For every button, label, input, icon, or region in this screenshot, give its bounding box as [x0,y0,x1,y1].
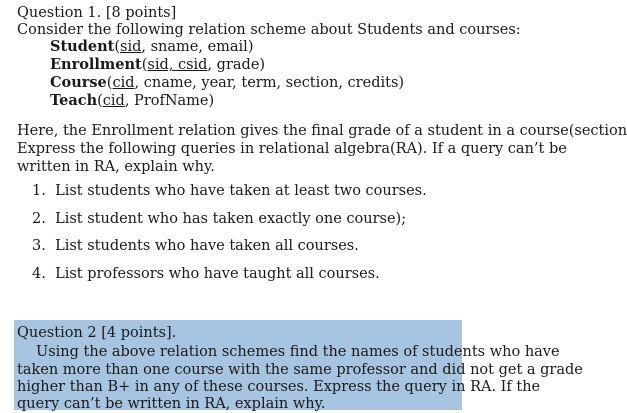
scheme-attributes: , grade) [207,57,266,73]
scheme-key: sid, csid [147,57,208,73]
question-1-heading: Question 1. [8 points] [17,5,177,21]
list-item [32,237,359,255]
paragraph-line: Here, the Enrollment relation gives the final grade of a student in a course(section [17,123,627,139]
list-item [32,210,406,228]
scheme-attributes: , ProfName) [124,93,215,109]
scheme-name: Teach [50,92,98,109]
question-2-line[interactable]: Using the above relation schemes find the names of students who have [36,344,560,360]
scheme-course: Course(cid, cname, year, term, section, credits) [50,74,405,91]
paragraph-line: written in RA, explain why. [17,159,215,175]
question-1-intro: Consider the following relation scheme about Students and courses: [17,22,521,38]
scheme-attributes: , cname, year, term, section, credits) [134,75,405,91]
question-2-heading[interactable]: Question 2 [4 points]. [17,325,177,341]
list-item [32,265,380,283]
scheme-key: sid [120,39,142,55]
list-text: List professors who have taught all courses. [55,266,380,282]
list-text: List student who has taken exactly one course); [55,211,407,227]
list-number: 4. [32,266,46,282]
paragraph-line: Express the following queries in relational algebra(RA). If a query can’t be [17,141,567,157]
list-number: 3. [32,238,46,254]
scheme-name: Enrollment [50,56,142,73]
list-number: 2. [32,211,46,227]
scheme-student: Student(sid, sname, email) [50,38,254,55]
scheme-enrollment: Enrollment(sid, csid, grade) [50,56,266,73]
scheme-name: Student [50,38,115,55]
question-2-line[interactable]: taken more than one course with the same professor and did not get a grade [17,362,583,378]
list-text: List students who have taken at least two courses. [55,183,427,199]
list-item [32,182,427,200]
list-text: List students who have taken all courses. [55,238,359,254]
scheme-key: cid [102,93,125,109]
scheme-name: Course [50,74,107,91]
question-2-line[interactable]: higher than B+ in any of these courses. Express the query in RA. If the [17,379,541,395]
scheme-attributes: , sname, email) [141,39,254,55]
scheme-key: cid [112,75,135,91]
list-number: 1. [32,183,46,199]
scheme-teach: Teach(cid, ProfName) [50,92,215,109]
question-2-line[interactable]: query can’t be written in RA, explain why. [17,396,326,412]
